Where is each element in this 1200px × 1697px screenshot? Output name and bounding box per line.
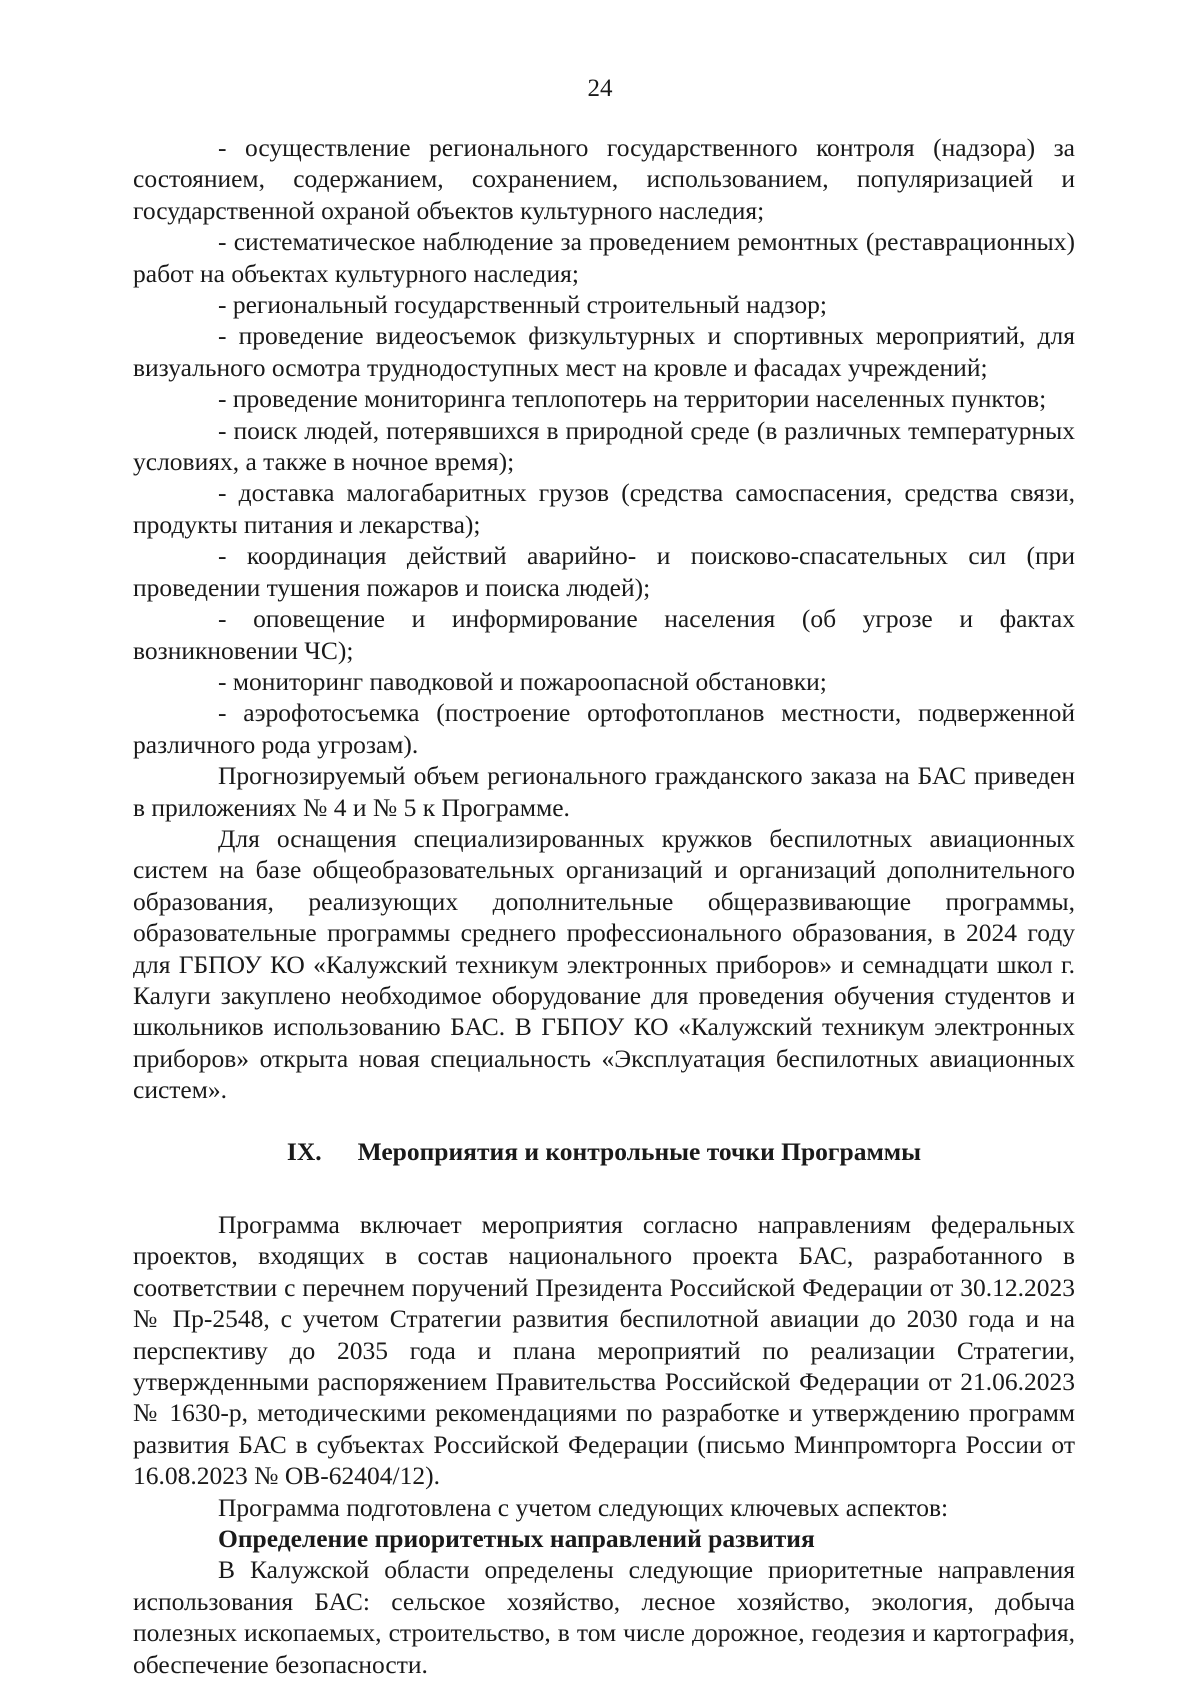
section-number: IX. xyxy=(286,1136,322,1166)
section-title: Мероприятия и контрольные точки Программы xyxy=(357,1136,922,1166)
document-body xyxy=(133,132,1075,1680)
list-item: - региональный государственный строительный надзор; xyxy=(218,290,827,320)
list-item: - проведение видеосъемок физкультурных и спортивных мероприятий, для визуального осмотра труднодоступных мест на кровле и фасадах учреждений; xyxy=(133,321,1075,382)
list-item: - проведение мониторинга теплопотерь на территории населенных пунктов; xyxy=(218,384,1047,414)
list-item: - доставка малогабаритных грузов (средства самоспасения, средства связи, продукты питания и лекарства); xyxy=(133,478,1075,539)
list-item: - оповещение и информирование населения (об угрозе и фактах возникновении ЧС); xyxy=(133,604,1075,665)
equipment-paragraph: Для оснащения специализированных кружков беспилотных авиационных систем на базе общеобразовательных организаций и организаций дополнительного образования, реализующих дополнительные общеразвивающие программы, образовательные программы среднего профессионального образования, в 2024 году для ГБПОУ КО «Калужский техникум электронных приборов» и семнадцати школ г. Калуги закуплено необходимое оборудование для проведения обучения студентов и школьников использованию БАС. В ГБПОУ КО «Калужский техникум электронных приборов» открыта новая специальность «Эксплуатация беспилотных авиационных систем». xyxy=(133,823,1075,1105)
list-item: - аэрофотосъемка (построение ортофотопланов местности, подверженной различного рода угрозам). xyxy=(133,698,1075,759)
list-item: - поиск людей, потерявшихся в природной среде (в различных температурных условиях, а также в ночное время); xyxy=(133,415,1075,477)
priorities-paragraph: В Калужской области определены следующие приоритетные направления использования БАС: сельское хозяйство, лесное хозяйство, экология, добыча полезных ископаемых, строительство, в том числе дорожное, геодезия и картография, обеспечение безопасности. xyxy=(133,1555,1075,1679)
list-item: - систематическое наблюдение за проведением ремонтных (реставрационных) работ на объектах культурного наследия; xyxy=(133,227,1075,288)
bas-usage-list xyxy=(133,132,1075,760)
subheading: Определение приоритетных направлений развития xyxy=(218,1524,815,1554)
list-item: - осуществление регионального государственного контроля (надзора) за состоянием, содержанием, сохранением, использованием, популяризацией и государственной охраной объектов культурного наследия; xyxy=(133,133,1075,225)
section-heading xyxy=(133,1136,1075,1167)
aspects-paragraph: Программа подготовлена с учетом следующих ключевых аспектов: xyxy=(218,1492,949,1522)
list-item: - координация действий аварийно- и поисково-спасательных сил (при проведении тушения пожаров и поиска людей); xyxy=(133,541,1075,602)
program-paragraph: Программа включает мероприятия согласно направлениям федеральных проектов, входящих в состав национального проекта БАС, разработанного в соответствии с перечнем поручений Президента Российской Федерации от 30.12.2023 № Пр-2548, с учетом Стратегии развития беспилотной авиации до 2030 года и на перспективу до 2035 года и плана мероприятий по реализации Стратегии, утвержденными распоряжением Правительства Российской Федерации от 21.06.2023 № 1630-р, методическими рекомендациями по разработке и утверждению программ развития БАС в субъектах Российской Федерации (письмо Минпромторга России от 16.08.2023 № ОВ-62404/12). xyxy=(133,1210,1075,1491)
forecast-paragraph: Прогнозируемый объем регионального гражданского заказа на БАС приведен в приложениях № 4 и № 5 к Программе. xyxy=(133,761,1075,822)
page-number: 24 xyxy=(587,75,613,102)
list-item: - мониторинг паводковой и пожароопасной обстановки; xyxy=(218,666,827,696)
